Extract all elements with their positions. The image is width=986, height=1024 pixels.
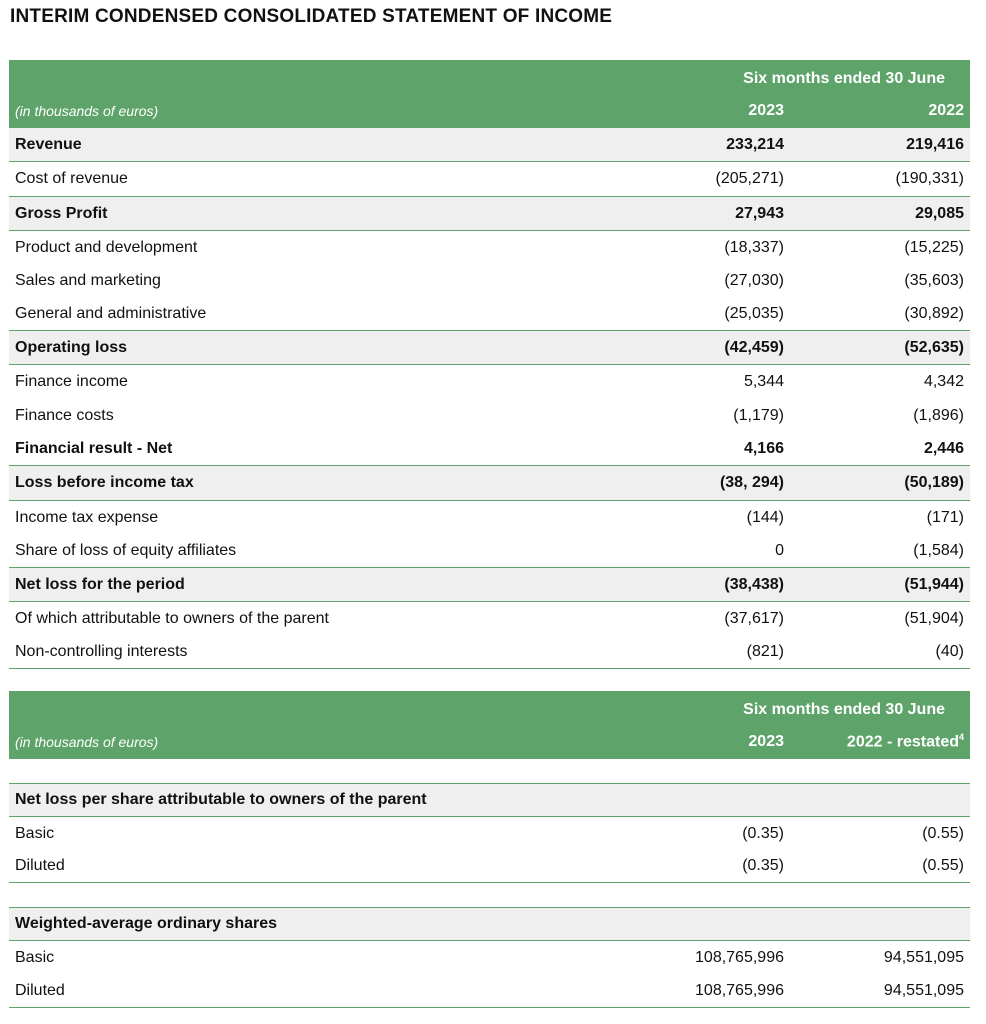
row-value-2023: (27,030)	[724, 272, 784, 289]
row-label: General and administrative	[15, 304, 207, 322]
table-row	[9, 941, 970, 975]
row-label: Non-controlling interests	[15, 643, 188, 660]
row-value-2022: 219,416	[906, 135, 964, 153]
row-value-2023: (205,271)	[715, 170, 784, 187]
section-spacer	[9, 759, 970, 783]
table-header	[9, 691, 970, 759]
row-value-2022: (51,944)	[904, 575, 964, 593]
row-label: Share of loss of equity affiliates	[15, 541, 237, 559]
income-statement-table	[9, 60, 970, 669]
table-row	[9, 128, 970, 162]
period-header: Six months ended 30 June	[743, 70, 945, 87]
row-label: Cost of revenue	[15, 170, 128, 187]
table-row	[9, 466, 970, 501]
col-header-2023: 2023	[748, 102, 784, 119]
section-heading: Net loss per share attributable to owners of the parent	[15, 791, 427, 808]
table-row	[9, 636, 970, 669]
row-value-2022: (30,892)	[904, 304, 964, 322]
table-row	[9, 162, 970, 197]
statement-title: INTERIM CONDENSED CONSOLIDATED STATEMENT OF INCOME	[10, 6, 613, 27]
row-value-2023: (821)	[746, 643, 784, 660]
row-label: Revenue	[15, 135, 82, 153]
table-row	[9, 817, 970, 850]
table-row	[9, 331, 970, 365]
table-row	[9, 231, 970, 265]
row-value-2022: (51,904)	[904, 610, 964, 627]
section-heading: Weighted-average ordinary shares	[15, 915, 278, 932]
table-row	[9, 534, 970, 568]
table-row	[9, 265, 970, 297]
section-heading-row	[9, 783, 970, 817]
table-row	[9, 850, 970, 883]
row-value-2023: 4,166	[743, 439, 784, 457]
row-value-2022: (0.55)	[922, 824, 964, 842]
row-label: Financial result - Net	[15, 439, 173, 457]
row-value-2023: 27,943	[735, 204, 784, 222]
row-label: Basic	[15, 824, 55, 842]
row-value-2023: (18,337)	[724, 239, 784, 256]
table-row	[9, 297, 970, 331]
row-value-2023: (0.35)	[742, 857, 784, 874]
row-value-2022: (171)	[926, 508, 964, 526]
row-value-2023: (144)	[746, 508, 784, 526]
row-value-2022: 29,085	[915, 204, 964, 222]
row-value-2023: (42,459)	[724, 338, 784, 356]
row-label: Net loss for the period	[15, 575, 185, 593]
row-label: Diluted	[15, 982, 65, 999]
row-value-2022: 94,551,095	[883, 949, 964, 966]
row-label: Finance costs	[15, 406, 114, 424]
row-value-2023: (37,617)	[724, 610, 784, 627]
unit-label: (in thousands of euros)	[15, 103, 159, 119]
table-header	[9, 60, 970, 128]
table-row	[9, 197, 970, 231]
per-share-table	[9, 691, 970, 1008]
row-value-2022: (52,635)	[904, 338, 964, 356]
row-label: Finance income	[15, 373, 128, 390]
row-value-2022: (190,331)	[895, 170, 964, 187]
row-label: Of which attributable to owners of the parent	[15, 610, 329, 627]
table-row	[9, 975, 970, 1008]
row-label: Basic	[15, 949, 55, 966]
table-row	[9, 365, 970, 399]
row-label: Sales and marketing	[15, 272, 161, 289]
unit-label: (in thousands of euros)	[15, 734, 159, 750]
row-value-2022: (15,225)	[904, 239, 964, 256]
row-value-2023: (25,035)	[724, 304, 784, 322]
col-header-2022: 2022	[928, 102, 964, 119]
row-value-2023: (38, 294)	[719, 474, 784, 491]
row-value-2023: 108,765,996	[695, 949, 784, 966]
row-label: Product and development	[15, 239, 198, 256]
footnote-marker: 4	[958, 732, 964, 743]
row-value-2022: (1,584)	[913, 541, 964, 559]
row-value-2023: (38,438)	[724, 575, 784, 593]
col-header-2023: 2023	[748, 733, 784, 750]
row-value-2023: 108,765,996	[695, 982, 784, 999]
table-row	[9, 602, 970, 636]
row-value-2023: 233,214	[726, 135, 784, 153]
row-value-2023: 5,344	[743, 373, 784, 390]
col-header-2022-restated	[794, 732, 970, 751]
row-value-2022: (50,189)	[904, 474, 964, 491]
section-heading-row	[9, 907, 970, 941]
row-label: Gross Profit	[15, 204, 108, 222]
row-value-2023: (0.35)	[742, 824, 784, 842]
row-value-2022: 2,446	[923, 439, 964, 457]
period-header: Six months ended 30 June	[743, 701, 945, 718]
row-value-2022: 4,342	[923, 373, 964, 390]
row-label: Income tax expense	[15, 508, 159, 526]
col-header-2022-restated-label: 2022 - restated	[846, 733, 959, 751]
table-row	[9, 568, 970, 602]
row-value-2022: (0.55)	[922, 857, 964, 874]
row-value-2022: 94,551,095	[883, 982, 964, 999]
row-label: Operating loss	[15, 338, 128, 356]
table-row	[9, 501, 970, 534]
row-value-2022: (40)	[935, 643, 964, 660]
row-value-2023: 0	[775, 541, 784, 559]
row-label: Diluted	[15, 857, 65, 874]
table-row	[9, 432, 970, 466]
section-spacer	[9, 883, 970, 907]
row-label: Loss before income tax	[15, 474, 194, 491]
row-value-2022: (1,896)	[913, 406, 964, 424]
row-value-2023: (1,179)	[733, 406, 784, 424]
row-value-2022: (35,603)	[904, 272, 964, 289]
table-row	[9, 399, 970, 432]
